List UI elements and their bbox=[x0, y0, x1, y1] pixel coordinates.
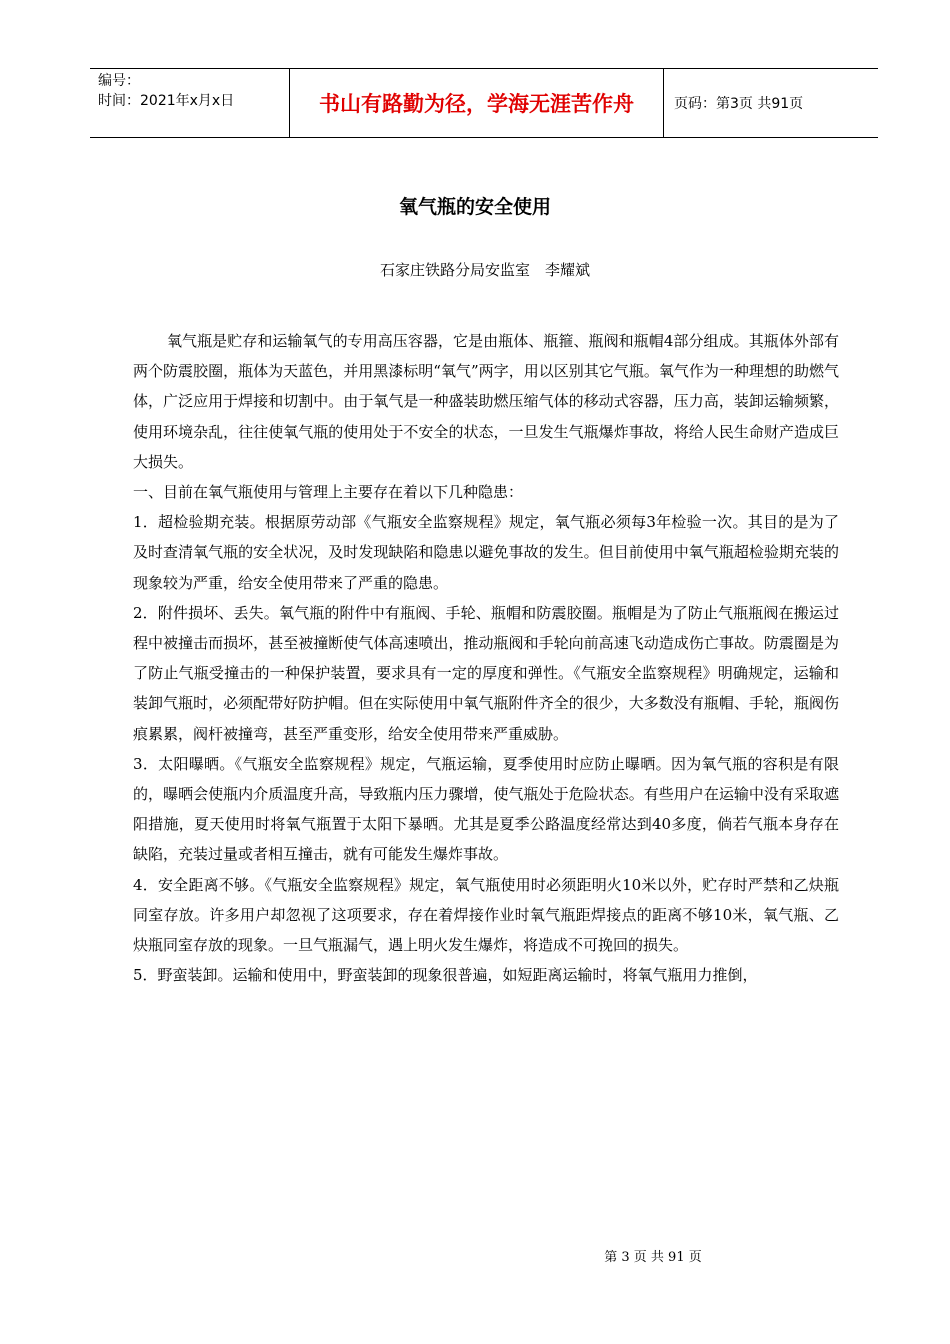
document-author: 石家庄铁路分局安监室 李耀斌 bbox=[379, 261, 590, 279]
page-footer: 第 3 页 共 91 页 bbox=[604, 1250, 702, 1265]
header-page-info: 页码：第3页 共91页 bbox=[674, 96, 804, 112]
paragraph-section-heading: 一、目前在氧气瓶使用与管理上主要存在着以下几种隐患： bbox=[133, 483, 524, 502]
paragraph-item-4: 4．安全距离不够。《气瓶安全监察规程》规定，氧气瓶使用时必须距明火10米以外，贮存时严禁和乙炔瓶同室存放。许多用户却忽视了这项要求，存在着焊接作业时氧气瓶距焊接点的距离不够10米，氧气瓶、乙炔瓶同室存放的现象。一旦气瓶漏气，遇上明火发生爆炸，将造成不可挽回的损失。 bbox=[133, 875, 839, 955]
paragraph-item-5: 5．野蛮装卸。运输和使用中，野蛮装卸的现象很普遍，如短距离运输时，将氧气瓶用力推倒， bbox=[133, 966, 758, 985]
paragraph-item-1: 1．超检验期充装。根据原劳动部《气瓶安全监察规程》规定，氧气瓶必须每3年检验一次。其目的是为了及时查清氧气瓶的安全状况，及时发现缺陷和隐患以避免事故的发生。但目前使用中氧气瓶超检验期充装的现象较为严重，给安全使用带来了严重的隐患。 bbox=[133, 513, 839, 592]
paragraph-item-2: 2．附件损坏、丢失。氧气瓶的附件中有瓶阀、手轮、瓶帽和防震胶圈。瓶帽是为了防止气瓶瓶阀在搬运过程中被撞击而损坏，甚至被撞断使气体高速喷出，推动瓶阀和手轮向前高速飞动造成伤亡事故。防震圈是为了防止气瓶受撞击的一种保护装置，要求具有一定的厚度和弹性。《气瓶安全监察规程》明确规定，运输和装卸气瓶时，必须配带好防护帽。但在实际使用中氧气瓶附件齐全的很少，大多数没有瓶帽、手轮，瓶阀伤痕累累，阀杆被撞弯，甚至严重变形，给安全使用带来严重威胁。 bbox=[133, 603, 839, 743]
header-meta bbox=[90, 69, 290, 137]
document-body bbox=[133, 326, 839, 990]
time-label: 时间：2021年x月x日 bbox=[98, 93, 235, 109]
code-label: 编号： bbox=[98, 73, 140, 89]
paragraph-intro: 氧气瓶是贮存和运输氧气的专用高压容器，它是由瓶体、瓶箍、瓶阀和瓶帽4部分组成。其瓶体外部有两个防震胶圈，瓶体为天蓝色，并用黑漆标明“氧气”两字，用以区别其它气瓶。氧气作为一种理想的助燃气体，广泛应用于焊接和切割中。由于氧气是一种盛装助燃压缩气体的移动式容器，压力高，装卸运输频繁，使用环境杂乱，往往使氧气瓶的使用处于不安全的状态，一旦发生气瓶爆炸事故，将给人民生命财产造成巨大损失。 bbox=[133, 332, 839, 471]
document-title: 氧气瓶的安全使用 bbox=[398, 196, 551, 218]
paragraph-item-3: 3．太阳曝晒。《气瓶安全监察规程》规定，气瓶运输，夏季使用时应防止曝晒。因为氧气瓶的容积是有限的，曝晒会使瓶内介质温度升高，导致瓶内压力骤增，使气瓶处于危险状态。有些用户在运输中没有采取遮阳措施，夏天使用时将氧气瓶置于太阳下暴晒。尤其是夏季公路温度经常达到40多度，倘若气瓶本身存在缺陷，充装过量或者相互撞击，就有可能发生爆炸事故。 bbox=[133, 754, 839, 864]
header-motto: 书山有路勤为径，学海无涯苦作舟 bbox=[290, 69, 664, 137]
page-header bbox=[90, 68, 878, 138]
